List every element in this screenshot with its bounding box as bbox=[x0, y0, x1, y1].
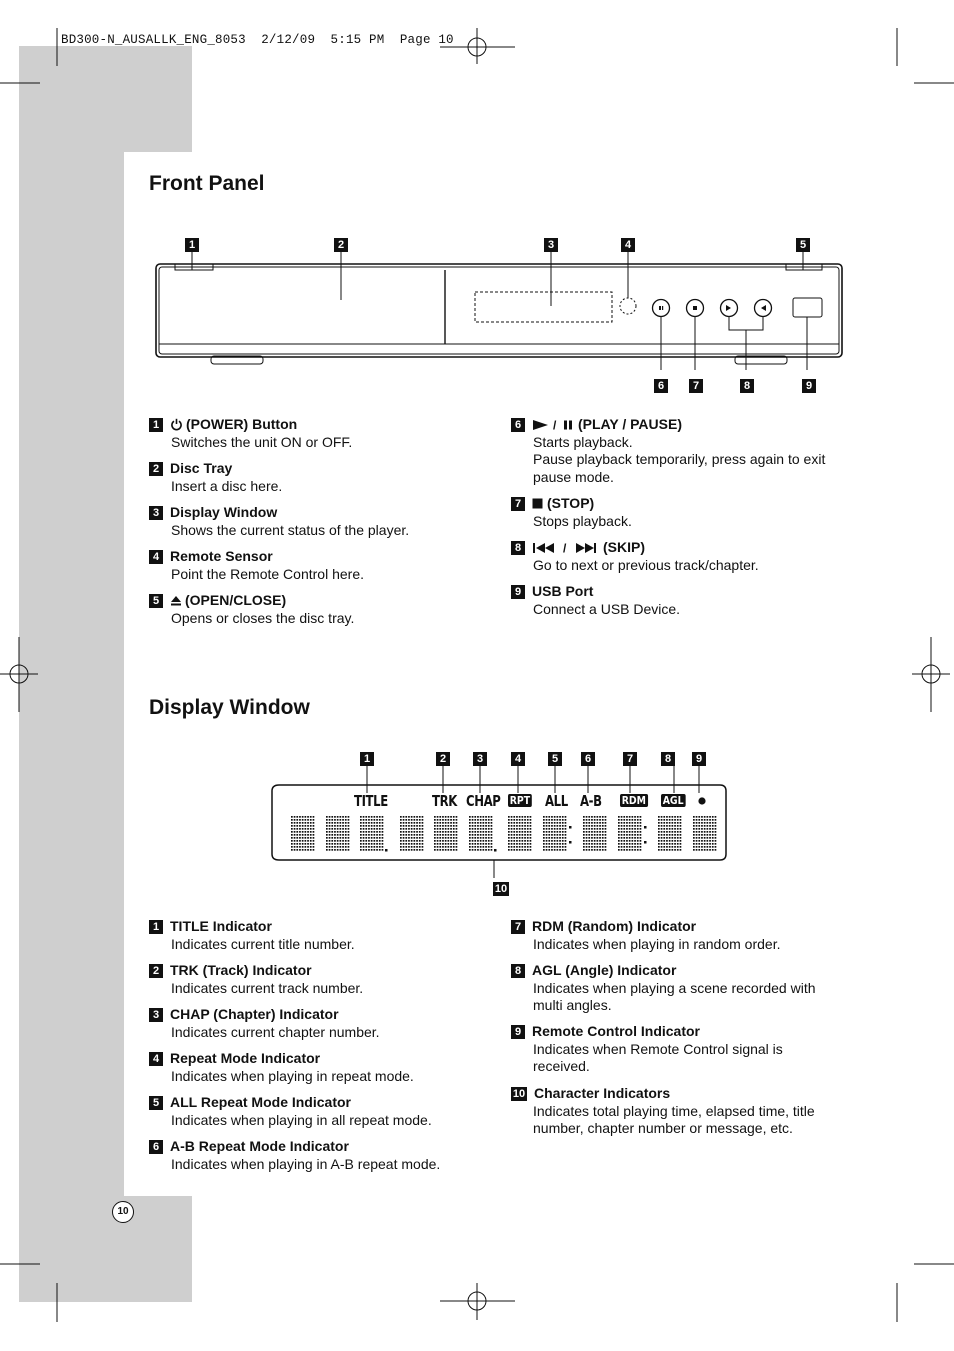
fp-item-disc-tray bbox=[152, 460, 511, 495]
callout-7 bbox=[689, 376, 703, 394]
item-heading: USB Port bbox=[532, 583, 594, 599]
agl-indicator-label: AGL bbox=[662, 794, 684, 807]
item-heading: (OPEN/CLOSE) bbox=[185, 592, 287, 608]
trk-indicator-label: TRK bbox=[432, 792, 457, 810]
eject-icon bbox=[170, 595, 182, 607]
item-description: Indicates when playing in all repeat mode. bbox=[171, 1111, 432, 1128]
fp-item-play-pause bbox=[514, 416, 848, 486]
item-description: Indicates total playing time, elapsed time, title number, chapter number or message, etc. bbox=[533, 1102, 815, 1136]
title-indicator-label: TITLE bbox=[354, 792, 388, 810]
item-description: Stops playback. bbox=[533, 512, 632, 529]
dw-item-trk bbox=[152, 962, 511, 997]
item-heading: A-B Repeat Mode Indicator bbox=[170, 1138, 349, 1154]
all-indicator-label: ALL bbox=[545, 792, 568, 810]
print-slug: BD300-N_AUSALLK_ENG_8053 2/12/09 5:15 PM Page 10 bbox=[61, 33, 454, 47]
item-description: Indicates current track number. bbox=[171, 979, 364, 996]
item-heading: (PLAY / PAUSE) bbox=[578, 416, 682, 432]
callout-number: 3 bbox=[544, 238, 558, 252]
item-number: 5 bbox=[149, 594, 163, 608]
callout-6 bbox=[654, 376, 668, 394]
front-panel-title: Front Panel bbox=[149, 172, 265, 195]
item-number: 3 bbox=[149, 506, 163, 520]
item-number: 10 bbox=[512, 1087, 526, 1100]
fp-item-power bbox=[152, 416, 511, 451]
callout-number: 9 bbox=[692, 752, 706, 766]
item-description: Point the Remote Control here. bbox=[171, 565, 364, 582]
item-heading: TRK (Track) Indicator bbox=[170, 962, 312, 978]
callout-number: 1 bbox=[360, 752, 374, 766]
front-panel-illustration bbox=[150, 248, 850, 373]
fp-item-skip bbox=[514, 539, 873, 574]
item-description: Switches the unit ON or OFF. bbox=[171, 433, 353, 450]
display-window-illustration bbox=[265, 763, 735, 878]
item-description: Connect a USB Device. bbox=[533, 600, 681, 617]
dw-item-ab-repeat bbox=[152, 1138, 511, 1173]
item-heading: Remote Sensor bbox=[170, 548, 273, 564]
callout-number: 1 bbox=[185, 238, 199, 252]
item-number: 2 bbox=[149, 462, 163, 476]
item-number: 4 bbox=[149, 1052, 163, 1066]
stop-icon bbox=[532, 498, 543, 509]
item-heading: Remote Control Indicator bbox=[532, 1023, 701, 1039]
item-heading: Display Window bbox=[170, 504, 278, 520]
item-number: 5 bbox=[149, 1096, 163, 1110]
callout-number: 7 bbox=[623, 752, 637, 766]
fp-item-remote-sensor bbox=[152, 548, 511, 583]
item-description: Starts playback. Pause playback temporarily, press again to exit pause mode. bbox=[533, 433, 826, 485]
dw-item-agl bbox=[514, 962, 838, 1015]
dw-item-character bbox=[512, 1085, 838, 1138]
dw-item-rdm bbox=[514, 918, 838, 953]
callout-number: 5 bbox=[548, 752, 562, 766]
callout-number: 3 bbox=[473, 752, 487, 766]
callout-number: 6 bbox=[654, 379, 668, 393]
item-number: 8 bbox=[511, 541, 525, 555]
page-number: 10 bbox=[112, 1201, 134, 1223]
power-icon bbox=[170, 418, 183, 431]
item-heading: TITLE Indicator bbox=[170, 918, 272, 934]
display-window-title: Display Window bbox=[149, 696, 310, 719]
callout-number: 5 bbox=[796, 238, 810, 252]
callout-number: 9 bbox=[802, 379, 816, 393]
item-heading: CHAP (Chapter) Indicator bbox=[170, 1006, 339, 1022]
play-pause-icon bbox=[532, 419, 574, 431]
dw-item-all-repeat bbox=[152, 1094, 511, 1129]
dw-item-title bbox=[152, 918, 511, 953]
item-description: Shows the current status of the player. bbox=[171, 521, 410, 538]
item-heading: Disc Tray bbox=[170, 460, 233, 476]
svg-text:/: / bbox=[563, 541, 567, 554]
item-number: 3 bbox=[149, 1008, 163, 1022]
item-number: 1 bbox=[149, 418, 163, 432]
rdm-indicator-label: RDM bbox=[621, 794, 646, 807]
dw-item-repeat bbox=[152, 1050, 511, 1085]
item-heading: RDM (Random) Indicator bbox=[532, 918, 697, 934]
svg-text:/: / bbox=[553, 418, 557, 431]
item-description: Opens or closes the disc tray. bbox=[171, 609, 355, 626]
item-number: 6 bbox=[511, 418, 525, 432]
item-number: 9 bbox=[511, 1025, 525, 1039]
callout-number: 2 bbox=[436, 752, 450, 766]
item-number: 7 bbox=[511, 920, 525, 934]
callout-number: 6 bbox=[581, 752, 595, 766]
item-heading: AGL (Angle) Indicator bbox=[532, 962, 677, 978]
item-heading: Repeat Mode Indicator bbox=[170, 1050, 321, 1066]
item-number: 7 bbox=[511, 497, 525, 511]
skip-icon bbox=[532, 542, 600, 554]
item-number: 8 bbox=[511, 964, 525, 978]
item-description: Go to next or previous track/chapter. bbox=[533, 556, 759, 573]
fp-item-display-window bbox=[152, 504, 511, 539]
fp-item-open-close bbox=[152, 592, 511, 627]
item-description: Indicates when playing a scene recorded with multi angles. bbox=[533, 979, 816, 1013]
callout-number: 4 bbox=[511, 752, 525, 766]
callout-number: 10 bbox=[494, 883, 508, 895]
item-heading: Character Indicators bbox=[534, 1085, 671, 1101]
item-description: Indicates current chapter number. bbox=[171, 1023, 380, 1040]
item-description: Indicates when playing in A-B repeat mode. bbox=[171, 1155, 441, 1172]
callout-number: 8 bbox=[661, 752, 675, 766]
ab-indicator-label: A-B bbox=[580, 792, 602, 810]
callout-number: 7 bbox=[689, 379, 703, 393]
item-description: Indicates when Remote Control signal is received. bbox=[533, 1040, 783, 1074]
item-description: Indicates when playing in repeat mode. bbox=[171, 1067, 414, 1084]
callout-number: 2 bbox=[334, 238, 348, 252]
item-heading: ALL Repeat Mode Indicator bbox=[170, 1094, 351, 1110]
item-heading: (STOP) bbox=[547, 495, 595, 511]
dw-item-remote-control bbox=[514, 1023, 823, 1076]
item-number: 9 bbox=[511, 585, 525, 599]
callout-9 bbox=[802, 376, 816, 394]
item-description: Indicates current title number. bbox=[171, 935, 355, 952]
item-heading: (POWER) Button bbox=[186, 416, 298, 432]
rpt-indicator-label: RPT bbox=[509, 794, 531, 807]
fp-item-stop bbox=[514, 495, 873, 530]
item-heading: (SKIP) bbox=[603, 539, 645, 555]
item-number: 1 bbox=[149, 920, 163, 934]
callout-number: 8 bbox=[740, 379, 754, 393]
item-number: 4 bbox=[149, 550, 163, 564]
dw-callout-10 bbox=[493, 879, 509, 897]
item-number: 2 bbox=[149, 964, 163, 978]
fp-item-usb-port bbox=[514, 583, 873, 618]
callout-8 bbox=[740, 376, 754, 394]
item-description: Insert a disc here. bbox=[171, 477, 283, 494]
item-number: 6 bbox=[149, 1140, 163, 1154]
chap-indicator-label: CHAP bbox=[466, 792, 501, 810]
character-indicator-grid bbox=[291, 816, 716, 852]
item-description: Indicates when playing in random order. bbox=[533, 935, 781, 952]
dw-item-chap bbox=[152, 1006, 511, 1041]
callout-number: 4 bbox=[621, 238, 635, 252]
